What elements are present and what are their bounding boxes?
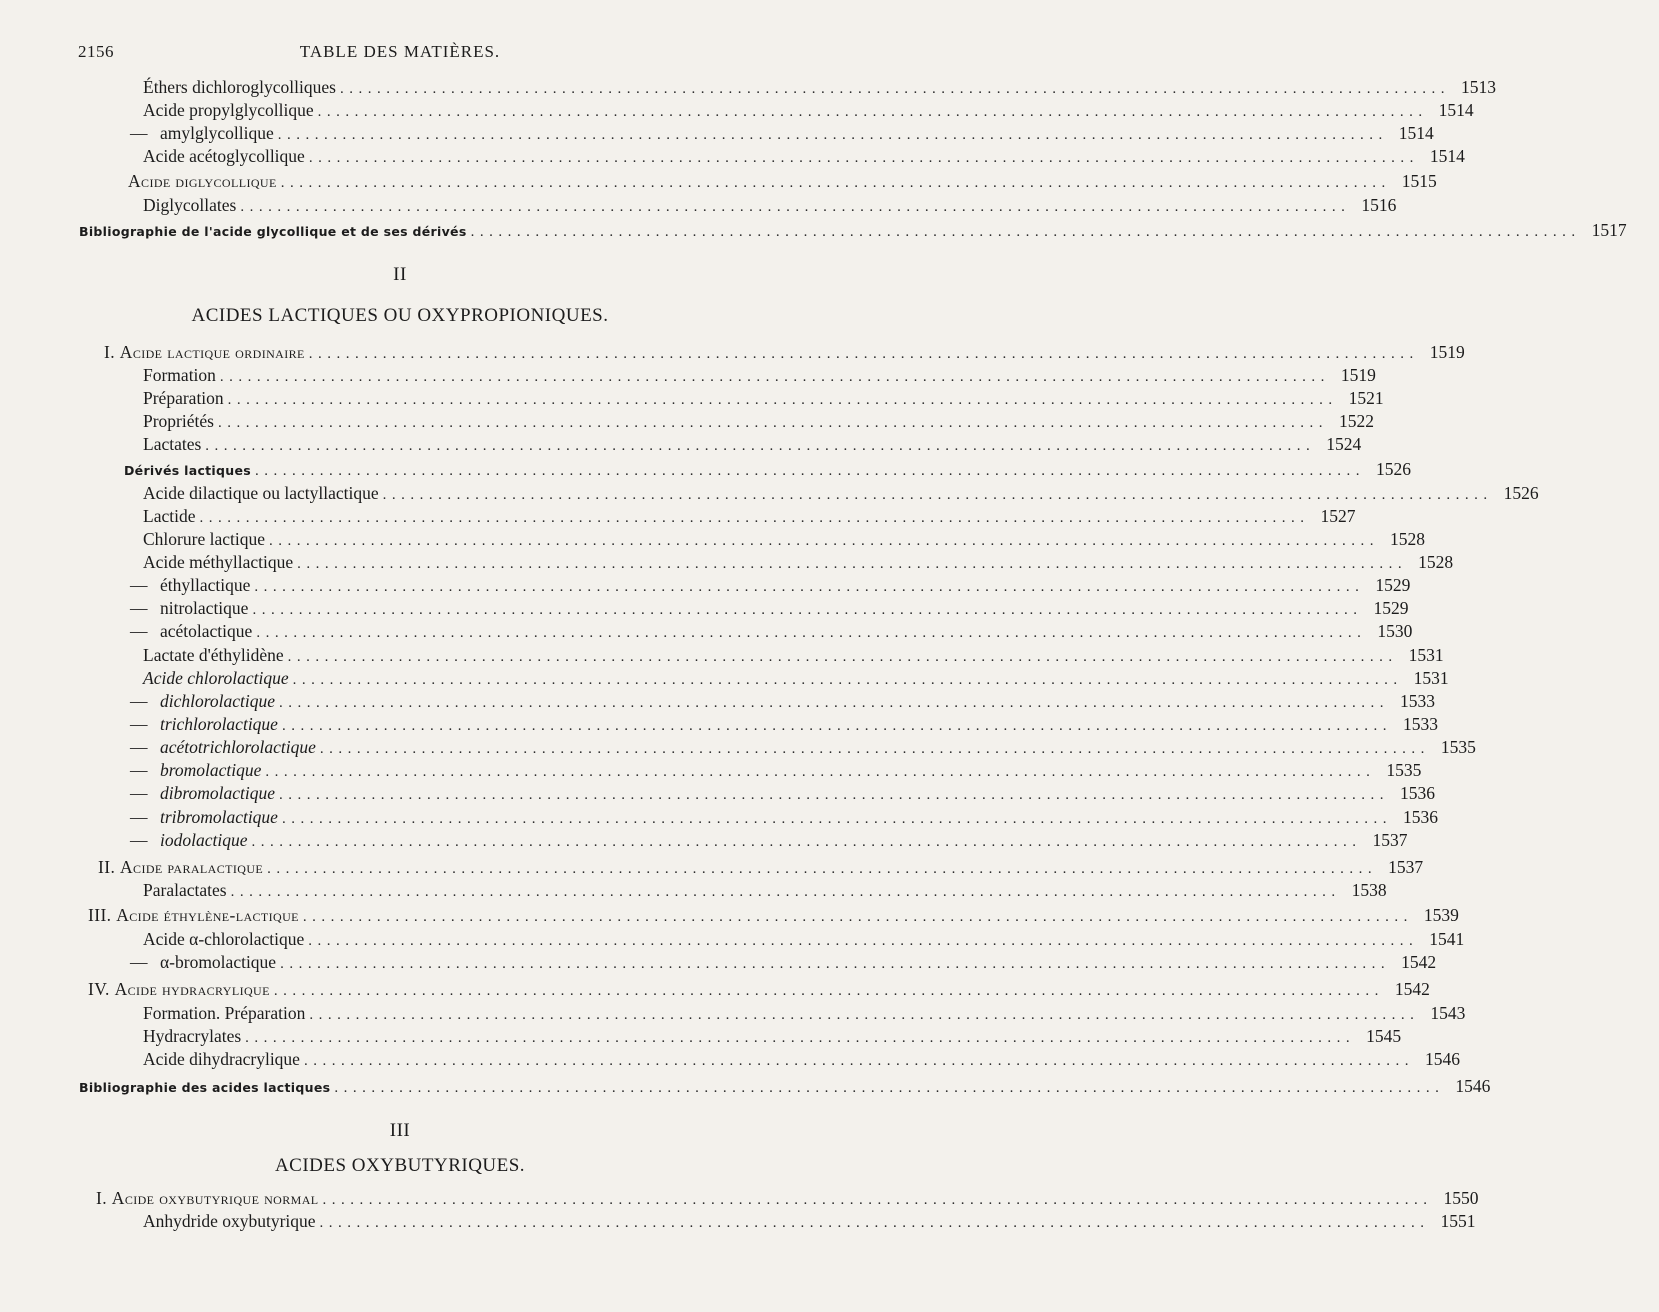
toc-entry-label [124, 459, 251, 482]
toc-page-number: 1546 [1455, 1076, 1491, 1096]
toc-page-number: 1514 [1438, 100, 1474, 120]
toc-entry-label [88, 904, 299, 927]
dot-leader: ........................................................................................................................ [254, 463, 1365, 479]
toc-entry-text: Diglycollates [143, 195, 237, 215]
toc-entry-acide-acetoglycollique [0, 145, 1465, 168]
toc-page-number: 1530 [1377, 621, 1413, 641]
toc-entry-label [143, 1025, 241, 1048]
toc-entry-label [143, 145, 305, 168]
dot-leader: ........................................................................................................................ [280, 956, 1391, 972]
toc-entry-text: Paralactates [143, 880, 227, 900]
dot-leader: ........................................................................................................................ [245, 1030, 1356, 1046]
toc-entry-label [143, 879, 227, 902]
toc-entry-bibliographie-de-l-acide-glycollique-et- [0, 219, 1627, 242]
ditto-dash: — [130, 760, 148, 780]
dot-leader: ........................................................................................................................ [268, 533, 1379, 549]
toc-entry-acide-propylglycollique [0, 99, 1474, 122]
toc-entry-derives-lactiques [0, 458, 1411, 481]
toc-page-number: 1517 [1591, 220, 1627, 240]
toc-entry-label [143, 1210, 316, 1233]
toc-entry-text: Acide dilactique ou lactyllactique [143, 483, 379, 503]
dot-leader: ........................................................................................................................ [254, 579, 1365, 595]
toc-page-number: 1539 [1423, 905, 1459, 925]
dot-leader: ........................................................................................................................ [297, 556, 1408, 572]
dot-leader: ........................................................................................................................ [217, 415, 1328, 431]
dot-leader: ........................................................................................................................ [267, 861, 1378, 877]
toc-page-number: 1531 [1408, 645, 1444, 665]
toc-entry-label [143, 644, 284, 667]
toc-entry-acetolactique [0, 620, 1413, 643]
toc-entry-text: Acide diglycollique [128, 171, 277, 191]
toc-entry-proprietes [0, 410, 1374, 433]
dot-leader: ........................................................................................................................ [273, 983, 1384, 999]
dot-leader: ........................................................................................................................ [280, 175, 1391, 191]
toc-entry-label [143, 551, 293, 574]
toc-entry-text: Acide lactique ordinaire [119, 342, 305, 362]
toc-entry-text: Acide chlorolactique [143, 668, 289, 688]
toc-entry-text: Bibliographie des acides lactiques [79, 1080, 331, 1095]
dot-leader: ........................................................................................................................ [302, 909, 1413, 925]
toc-entry-bibliographie-des-acides-lactiques [0, 1075, 1491, 1098]
toc-entry-text: Acide paralactique [120, 857, 264, 877]
ditto-dash: — [130, 807, 148, 827]
section-numeral-3: III [389, 1120, 411, 1141]
toc-entry-numeral: IV. [88, 979, 115, 999]
toc-entry-acide-chlorolactique [0, 667, 1449, 690]
dot-leader: ........................................................................................................................ [382, 487, 1493, 503]
dot-leader: ........................................................................................................................ [308, 933, 1419, 949]
dot-leader: ........................................................................................................................ [309, 1007, 1420, 1023]
toc-entry-text: trichlorolactique [160, 714, 278, 734]
toc-entry-label [88, 978, 270, 1001]
toc-page-number: 1542 [1401, 952, 1437, 972]
toc-page-number: 1516 [1361, 195, 1397, 215]
dot-leader: ........................................................................................................................ [308, 346, 1419, 362]
toc-entry-label [143, 482, 379, 505]
toc-entry-label [143, 410, 214, 433]
toc-page-number: 1533 [1400, 691, 1436, 711]
toc-page-number: 1514 [1398, 123, 1434, 143]
toc-entry-lactate-d-ethylidene [0, 644, 1444, 667]
toc-page-number: 1524 [1326, 434, 1362, 454]
toc-entry-acide-diglycollique [0, 170, 1437, 193]
toc-page-number: 1551 [1440, 1211, 1476, 1231]
toc-page-number: 1521 [1348, 388, 1384, 408]
page-header [0, 40, 800, 66]
toc-entry-label [130, 951, 276, 974]
toc-entry-text: Hydracrylates [143, 1026, 242, 1046]
toc-entry-text: dichlorolactique [160, 691, 276, 711]
toc-entry-nitrolactique [0, 597, 1409, 620]
toc-entry-acide-lactique-ordinaire [0, 341, 1465, 364]
toc-page-number: 1519 [1429, 342, 1465, 362]
dot-leader: ........................................................................................................................ [277, 127, 1388, 143]
toc-entry-text: bromolactique [160, 760, 262, 780]
toc-entry-numeral: I. [104, 342, 120, 362]
dot-leader: ........................................................................................................................ [292, 672, 1403, 688]
toc-page-number: 1531 [1413, 668, 1449, 688]
toc-entry-text: Préparation [143, 388, 224, 408]
ditto-dash: — [130, 830, 148, 850]
page-number: 2156 [78, 42, 114, 61]
toc-entry-text: Formation [143, 365, 216, 385]
dot-leader: ........................................................................................................................ [281, 718, 1392, 734]
toc-entry-text: Propriétés [143, 411, 214, 431]
toc-entry-text: iodolactique [160, 830, 248, 850]
toc-entry-text: Éthers dichloroglycolliques [143, 77, 336, 97]
toc-page-number: 1527 [1320, 506, 1356, 526]
toc-entry-label [143, 76, 336, 99]
toc-entry-anhydride-oxybutyrique [0, 1210, 1476, 1233]
toc-page-number: 1513 [1460, 77, 1496, 97]
toc-page-number: 1545 [1366, 1026, 1402, 1046]
dot-leader: ........................................................................................................................ [256, 625, 1367, 641]
dot-leader: ........................................................................................................................ [339, 81, 1450, 97]
toc-entry-ethyllactique [0, 574, 1411, 597]
toc-entry-iodolactique [0, 829, 1408, 852]
toc-page-number: 1543 [1430, 1003, 1466, 1023]
toc-entry-label [130, 122, 274, 145]
toc-page-number: 1550 [1443, 1188, 1479, 1208]
toc-entry-label [130, 782, 275, 805]
dot-leader: ........................................................................................................................ [240, 199, 1351, 215]
section-title-2: ACIDES LACTIQUES OU OXYPROPIONIQUES. [191, 305, 609, 326]
dot-leader: ........................................................................................................................ [287, 649, 1398, 665]
toc-entry-label [130, 574, 250, 597]
toc-entry-acide-methyllactique [0, 551, 1454, 574]
toc-page-number: 1535 [1386, 760, 1422, 780]
toc-entry-label [130, 597, 248, 620]
toc-page-number: 1535 [1440, 737, 1476, 757]
ditto-dash: — [130, 123, 148, 143]
toc-entry-label [143, 505, 195, 528]
ditto-dash: — [130, 714, 148, 734]
toc-entry-label [143, 928, 304, 951]
toc-page-number: 1542 [1394, 979, 1430, 999]
ditto-dash: — [130, 575, 148, 595]
toc-entry-amylglycollique [0, 122, 1434, 145]
toc-entry-text: Lactide [143, 506, 196, 526]
toc-entry-label [79, 220, 467, 243]
dot-leader: ........................................................................................................................ [317, 104, 1428, 120]
toc-page-number: 1522 [1338, 411, 1374, 431]
section-title-3: ACIDES OXYBUTYRIQUES. [274, 1155, 526, 1176]
dot-leader: ........................................................................................................................ [205, 438, 1316, 454]
toc-entry-text: Chlorure lactique [143, 529, 265, 549]
dot-leader: ........................................................................................................................ [227, 392, 1338, 408]
dot-leader: ........................................................................................................................ [319, 1215, 1430, 1231]
toc-entry-acide-dilactique-ou-lactyllactique [0, 482, 1539, 505]
toc-entry-acide-chlorolactique [0, 928, 1465, 951]
toc-entry-label [130, 713, 278, 736]
toc-entry-dichlorolactique [0, 690, 1436, 713]
dot-leader: ........................................................................................................................ [279, 695, 1390, 711]
toc-entry-label [143, 528, 265, 551]
toc-entry-hydracrylates [0, 1025, 1402, 1048]
dot-leader: ........................................................................................................................ [308, 150, 1419, 166]
toc-entry-ethers-dichloroglycolliques [0, 76, 1496, 99]
dot-leader: ........................................................................................................................ [219, 369, 1330, 385]
toc-entry-lactide [0, 505, 1356, 528]
toc-entry-text: acétolactique [160, 621, 253, 641]
toc-page-number: 1526 [1375, 459, 1411, 479]
toc-entry-text: α-bromolactique [160, 952, 277, 972]
toc-page-number: 1541 [1429, 929, 1465, 949]
toc-entry-diglycollates [0, 194, 1397, 217]
ditto-dash: — [130, 737, 148, 757]
ditto-dash: — [130, 621, 148, 641]
toc-entry-acide-ethylene-lactique [0, 904, 1459, 927]
toc-entry-text: Dérivés lactiques [124, 463, 251, 478]
toc-entry-text: Acide propylglycollique [143, 100, 314, 120]
toc-entry-text: Acide dihydracrylique [143, 1049, 300, 1069]
toc-entry-text: amylglycollique [160, 123, 274, 143]
toc-entry-label [130, 759, 261, 782]
toc-entry-dibromolactique [0, 782, 1436, 805]
toc-entry-label [130, 690, 275, 713]
toc-page-number: 1536 [1400, 783, 1436, 803]
dot-leader: ........................................................................................................................ [230, 884, 1341, 900]
toc-entry-label [130, 736, 316, 759]
ditto-dash: — [130, 598, 148, 618]
toc-entry-text: Bibliographie de l'acide glycollique et de ses dérivés [79, 224, 467, 239]
dot-leader: ........................................................................................................................ [470, 224, 1581, 240]
toc-entry-acide-paralactique [0, 856, 1424, 879]
toc-entry-acide-dihydracrylique [0, 1048, 1460, 1071]
toc-entry-label [143, 99, 314, 122]
toc-entry-label [143, 1048, 300, 1071]
toc-entry-text: Acide oxybutyrique normal [111, 1188, 319, 1208]
toc-entry-paralactates [0, 879, 1387, 902]
toc-entry-label [130, 806, 278, 829]
dot-leader: ........................................................................................................................ [319, 741, 1430, 757]
toc-entry-text: nitrolactique [160, 598, 249, 618]
toc-page-number: 1514 [1429, 146, 1465, 166]
toc-entry-bromolactique [0, 759, 1422, 782]
toc-entry-text: Lactates [143, 434, 202, 454]
toc-page-number: 1528 [1389, 529, 1425, 549]
toc-entry-numeral: I. [96, 1188, 112, 1208]
toc-entry-label [104, 341, 305, 364]
toc-entry-text: Acide méthyllactique [143, 552, 294, 572]
toc-entry-label [143, 194, 236, 217]
toc-entry-trichlorolactique [0, 713, 1438, 736]
toc-entry-label [98, 856, 263, 879]
toc-page-number: 1537 [1372, 830, 1408, 850]
ditto-dash: — [130, 952, 148, 972]
section-numeral-2: II [393, 264, 407, 285]
toc-entry-lactates [0, 433, 1362, 456]
toc-entry-label [143, 387, 224, 410]
toc-page-number: 1528 [1418, 552, 1454, 572]
toc-page-number: 1526 [1503, 483, 1539, 503]
toc-page-number: 1529 [1375, 575, 1411, 595]
toc-entry-label [143, 1002, 305, 1025]
toc-entry-text: Acide α-chlorolactique [143, 929, 305, 949]
toc-page-number: 1538 [1351, 880, 1387, 900]
toc-entry-bromolactique [0, 951, 1437, 974]
toc-entry-label [130, 829, 247, 852]
toc-page-number: 1533 [1402, 714, 1438, 734]
ditto-dash: — [130, 783, 148, 803]
toc-entry-label [143, 433, 201, 456]
toc-entry-text: Lactate d'éthylidène [143, 645, 284, 665]
toc-entry-numeral: II. [98, 857, 121, 877]
toc-entry-text: dibromolactique [160, 783, 276, 803]
toc-entry-label [143, 667, 289, 690]
toc-entry-text: Anhydride oxybutyrique [143, 1211, 316, 1231]
dot-leader: ........................................................................................................................ [303, 1053, 1414, 1069]
toc-entry-acetotrichlorolactique [0, 736, 1476, 759]
dot-leader: ........................................................................................................................ [281, 811, 1392, 827]
toc-entry-label [79, 1076, 330, 1099]
toc-entry-label [128, 170, 277, 193]
toc-entry-label [130, 620, 252, 643]
toc-entry-numeral: III. [88, 905, 117, 925]
toc-page-number: 1515 [1401, 171, 1437, 191]
toc-entry-acide-oxybutyrique-normal [0, 1187, 1479, 1210]
toc-page-number: 1536 [1402, 807, 1438, 827]
dot-leader: ........................................................................................................................ [334, 1080, 1445, 1096]
dot-leader: ........................................................................................................................ [322, 1192, 1433, 1208]
ditto-dash: — [130, 691, 148, 711]
toc-entry-text: Acide acétoglycollique [143, 146, 305, 166]
toc-entry-chlorure-lactique [0, 528, 1425, 551]
toc-entry-text: Formation. Préparation [143, 1003, 306, 1023]
toc-page-number: 1519 [1340, 365, 1376, 385]
toc-entry-label [143, 364, 216, 387]
toc-entry-acide-hydracrylique [0, 978, 1430, 1001]
toc-entry-label [96, 1187, 319, 1210]
toc-entry-formation [0, 364, 1376, 387]
toc-entry-text: éthyllactique [160, 575, 251, 595]
toc-entry-text: acétotrichlorolactique [160, 737, 316, 757]
toc-entry-formation-preparation [0, 1002, 1466, 1025]
dot-leader: ........................................................................................................................ [252, 602, 1363, 618]
toc-entry-text: Acide éthylène-lactique [116, 905, 299, 925]
dot-leader: ........................................................................................................................ [199, 510, 1310, 526]
running-title: TABLE DES MATIÈRES. [299, 42, 501, 61]
dot-leader: ........................................................................................................................ [265, 764, 1376, 780]
toc-page-number: 1529 [1373, 598, 1409, 618]
toc-entry-tribromolactique [0, 806, 1438, 829]
toc-page-number: 1546 [1424, 1049, 1460, 1069]
dot-leader: ........................................................................................................................ [251, 834, 1362, 850]
toc-entry-text: tribromolactique [160, 807, 278, 827]
toc-page-number: 1537 [1388, 857, 1424, 877]
dot-leader: ........................................................................................................................ [279, 787, 1390, 803]
toc-entry-text: Acide hydracrylique [114, 979, 270, 999]
toc-entry-preparation [0, 387, 1384, 410]
